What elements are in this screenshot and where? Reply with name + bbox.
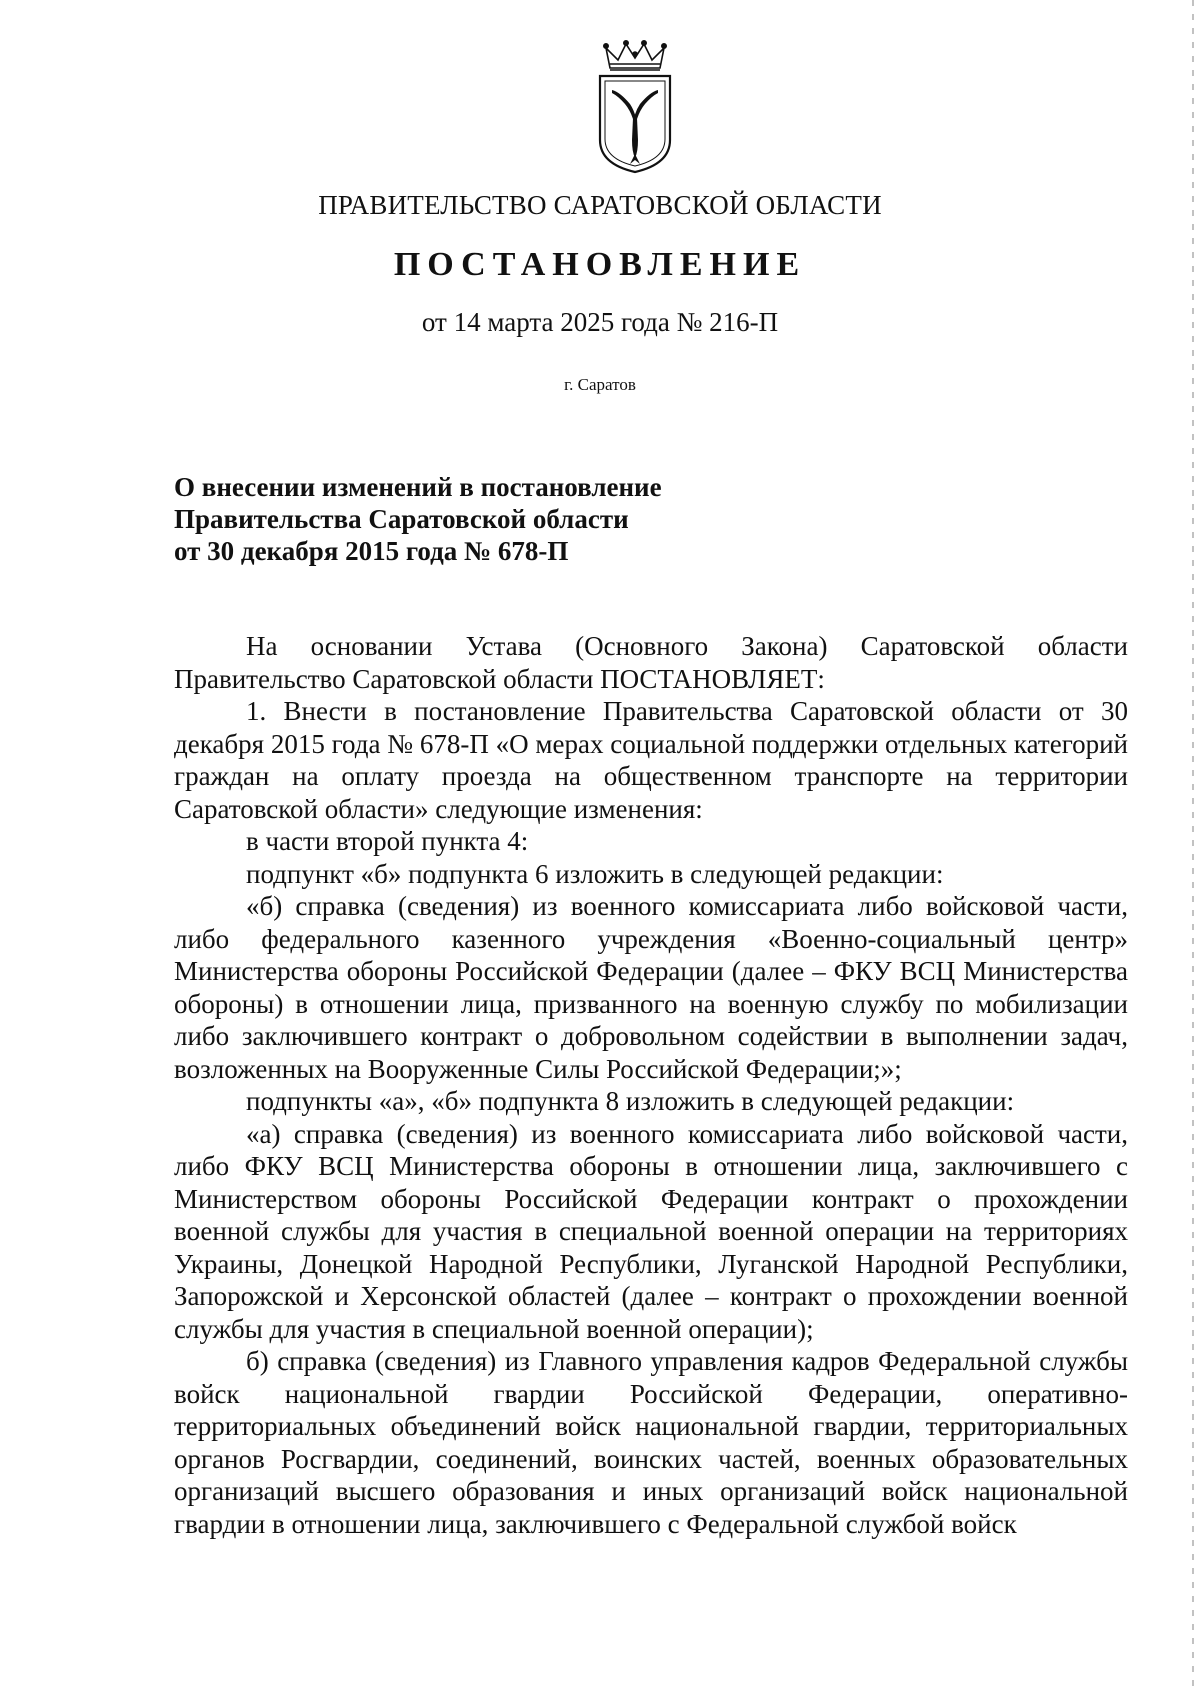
saratov-oblast-coat-of-arms-icon [590, 40, 680, 175]
organization-name: ПРАВИТЕЛЬСТВО САРАТОВСКОЙ ОБЛАСТИ [318, 190, 882, 220]
title-line: от 30 декабря 2015 года № 678-П [174, 536, 569, 566]
body-paragraph: подпункт «б» подпункта 6 изложить в следующей редакции: [246, 858, 944, 889]
body-paragraph: «б) справка (сведения) из военного комиссариата либо войсковой части, либо федерального казенного учреждения «Военно-социальный центр» Министерства обороны Российской Федерации (далее – ФКУ ВСЦ Министерства обороны) в отношении лица, призванного на военную службу по мобилизации либо заключившего контракт о добровольном содействии в выполнении задач, возложенных на Вооруженные Силы Российской Федерации;»; [174, 891, 1128, 1084]
body-paragraph: «а) справка (сведения) из военного комиссариата либо войсковой части, либо ФКУ ВСЦ Министерства обороны в отношении лица, заключившего с Министерством обороны Российской Федерации контракт о прохождении военной службы для участия в специальной военной операции на территориях Украины, Донецкой Народной Республики, Луганской Народной Республики, Запорожской и Херсонской областей (далее – контракт о прохождении военной службы для участия в специальной военной операции); [174, 1118, 1128, 1344]
title-line: Правительства Саратовской области [174, 504, 629, 534]
document-date-number: от 14 марта 2025 года № 216-П [421, 307, 779, 337]
body-paragraph: б) справка (сведения) из Главного управления кадров Федеральной службы войск национальной гвардии Российской Федерации, оперативно-территориальных объединений войск национальной гвардии, территориальных органов Росгвардии, соединений, воинских частей, военных образовательных организаций высшего образования и иных организаций войск национальной гвардии в отношении лица, заключившего с Федеральной службой войск [174, 1346, 1128, 1539]
document-type: ПОСТАНОВЛЕНИЕ [393, 246, 807, 283]
body-paragraph: подпункты «а», «б» подпункта 8 изложить в следующей редакции: [246, 1086, 1015, 1116]
document-title [174, 471, 874, 567]
body-paragraph: 1. Внести в постановление Правительства Саратовской области от 30 декабря 2015 года № 678-П «О мерах социальной поддержки отдельных категорий граждан на оплату проезда на общественном транспорте на территории Саратовской области» следующие изменения: [174, 696, 1128, 824]
body-paragraph: На основании Устава (Основного Закона) Саратовской области Правительство Саратовской области ПОСТАНОВЛЯЕТ: [174, 631, 1128, 694]
title-line: О внесении изменений в постановление [174, 472, 662, 502]
body-paragraph: в части второй пункта 4: [246, 826, 529, 856]
document-city: г. Саратов [564, 375, 636, 394]
document-body [174, 630, 1128, 1540]
